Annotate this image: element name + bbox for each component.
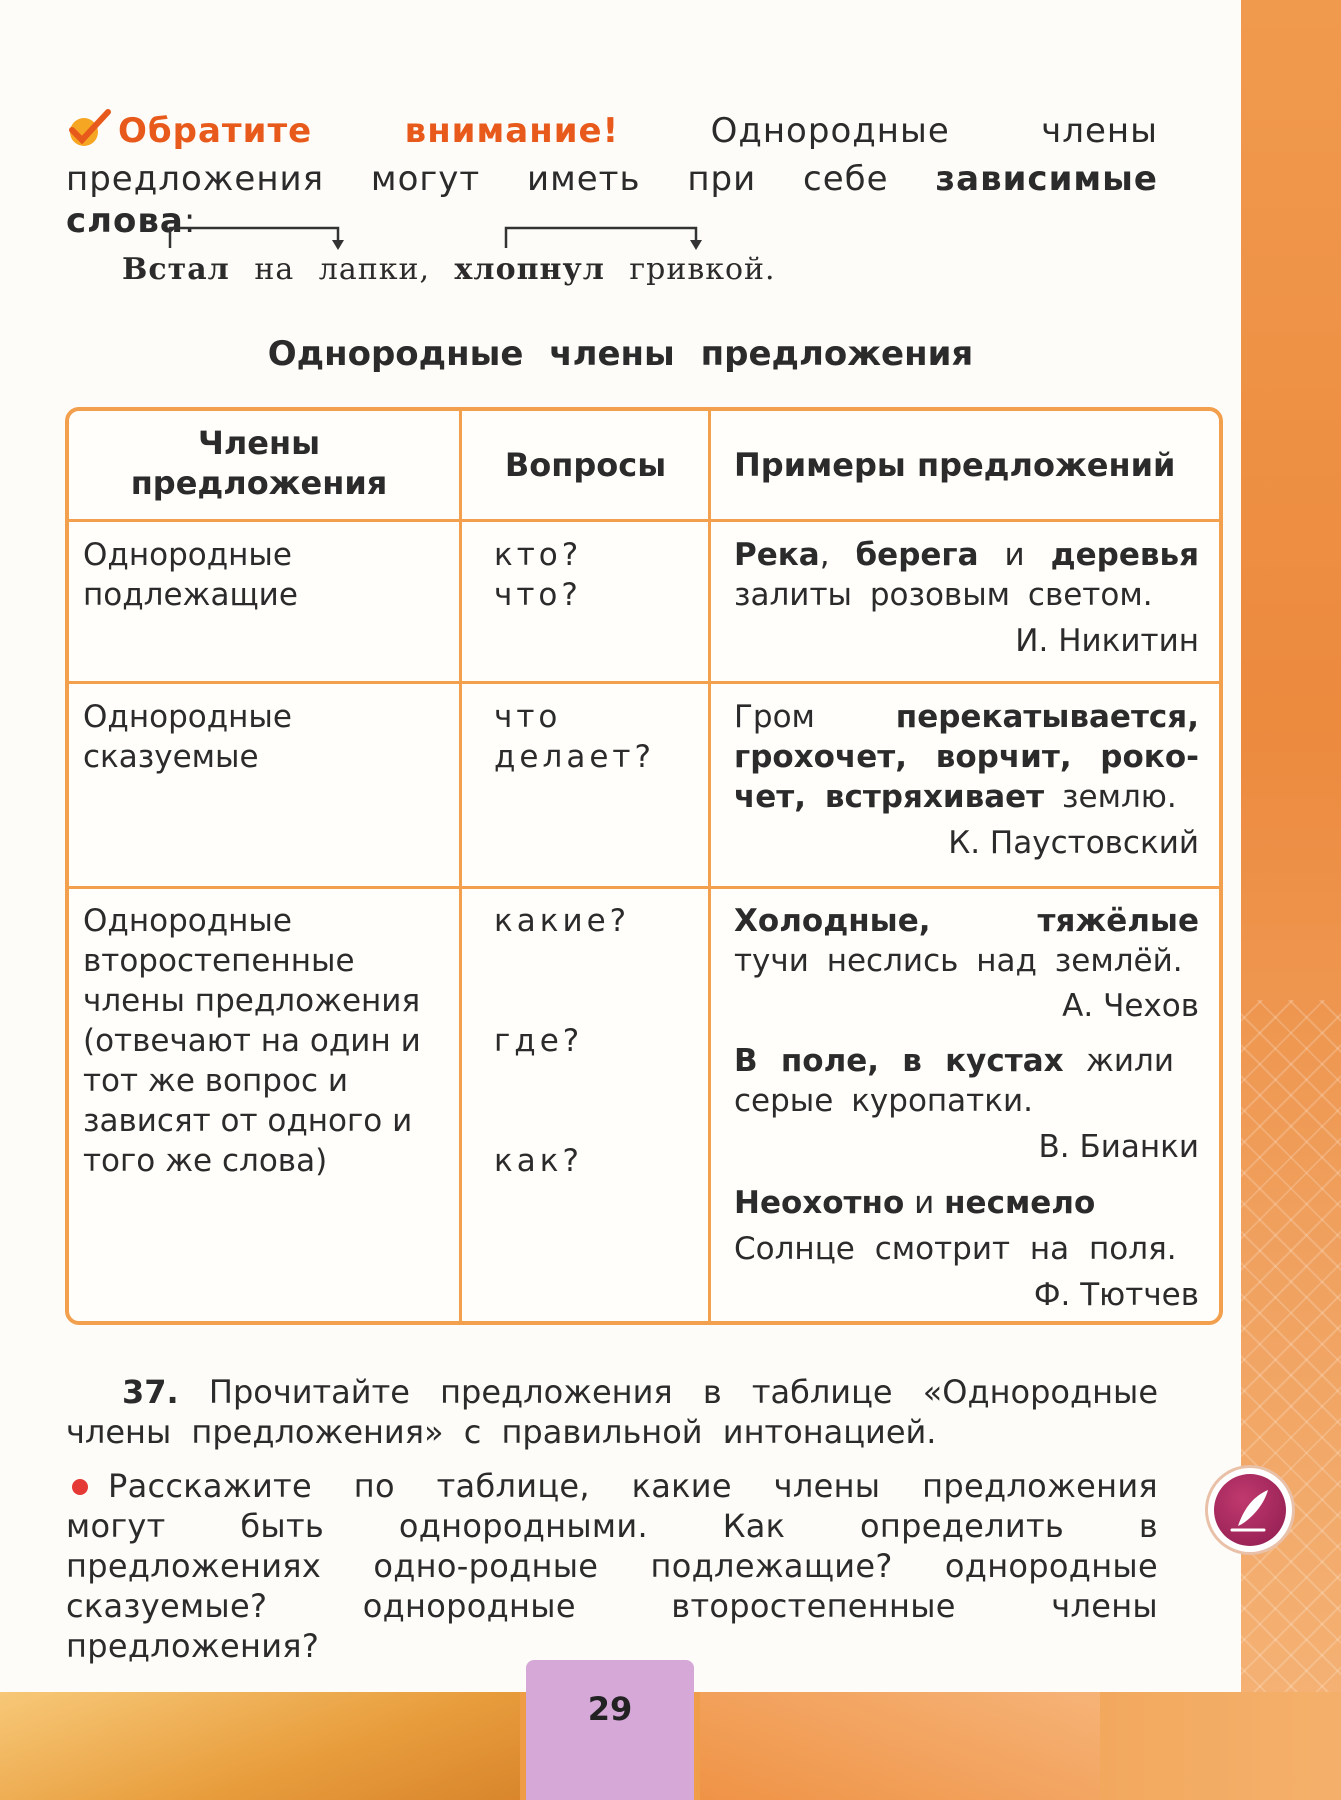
- row3-question-3: как?: [494, 1143, 583, 1179]
- row3-ex2-text: жили серые куропатки.: [734, 1043, 1174, 1119]
- row3-example-3: [734, 1183, 1199, 1223]
- check-icon: [66, 108, 112, 158]
- header-examples: Примеры предложений: [734, 446, 1176, 484]
- row3-question-2: где?: [494, 1023, 584, 1059]
- table-column-divider: [708, 411, 711, 1321]
- dependency-scheme: [122, 222, 842, 292]
- row3-ex1-author: А. Чехов: [1062, 988, 1199, 1024]
- scheme-word-3: хлопнул: [454, 252, 605, 287]
- exercise-37: [66, 1372, 1158, 1452]
- exercise-number: 37.: [122, 1373, 179, 1411]
- row2-author: К. Паустовский: [948, 825, 1199, 861]
- attention-bold-words: зависимые слова: [66, 159, 1158, 241]
- row3-ex3-text-2: Солнце смотрит на поля.: [734, 1231, 1177, 1267]
- row1-ex-bold-1: Река: [734, 537, 820, 573]
- row3-member: Однородные второстепенные члены предложения (отвечают на один и тот же вопрос и зависят от одного и того же слова): [83, 903, 421, 1179]
- scheme-word-4: гривкой.: [629, 252, 776, 287]
- row1-ex-bold-3: деревья: [1050, 537, 1200, 573]
- row2-question-1: что делает?: [494, 699, 655, 775]
- row3-ex2-bold: В поле, в кустах: [734, 1043, 1064, 1079]
- row3-example-1: [734, 901, 1199, 981]
- scheme-word-1: Встал: [122, 252, 230, 287]
- attention-colon: :: [183, 201, 197, 241]
- row3-ex3-bold-1: Неохотно: [734, 1185, 905, 1221]
- pen-icon: [1208, 1468, 1292, 1552]
- header-members: Члены предложения: [130, 424, 388, 502]
- row3-ex1-text: тучи неслись над землёй.: [734, 943, 1183, 979]
- task-text: Расскажите по таблице, какие члены предложения могут быть однородными. Как определить в предложениях одно-родные подлежащие? однородные сказуемые? однородные второстепенные члены предложения?: [66, 1467, 1158, 1665]
- row1-question-2: что?: [494, 577, 582, 613]
- page-number: 29: [587, 1690, 633, 1728]
- exercise-text: Прочитайте предложения в таблице «Однородные члены предложения» с правильной интонацией.: [66, 1373, 1159, 1451]
- row2-member: Однородные сказуемые: [83, 699, 292, 775]
- row1-ex-bold-2: берега: [855, 537, 979, 573]
- row2-ex-text-2: землю.: [1062, 779, 1177, 815]
- row2-ex-text-1: Гром: [734, 699, 815, 735]
- row3-question-1: какие?: [494, 903, 631, 939]
- exercise-task: [66, 1466, 1158, 1666]
- row1-question-1: кто?: [494, 537, 583, 573]
- row1-author: И. Никитин: [1015, 623, 1199, 659]
- row1-ex-text-3: залиты розовым светом.: [734, 577, 1153, 613]
- table-row-divider: [69, 886, 1219, 889]
- homogeneous-members-table: [65, 407, 1223, 1325]
- row1-ex-text-2: и: [1004, 537, 1025, 573]
- page-number-tab: [526, 1660, 694, 1800]
- row3-ex3-bold-2: несмело: [944, 1185, 1096, 1221]
- header-questions: Вопросы: [504, 446, 667, 484]
- attention-text: Однородные члены предложения могут иметь при себе: [66, 111, 1158, 199]
- scheme-word-2: на лапки,: [254, 252, 430, 287]
- table-column-divider: [459, 411, 462, 1321]
- row1-example: [734, 535, 1199, 615]
- row1-ex-text-1: ,: [819, 537, 830, 573]
- row3-example-2: [734, 1041, 1174, 1121]
- scheme-sentence: [122, 252, 776, 287]
- row2-ex-bold-1: перекатывается, грохочет, ворчит, роко-чет, встряхивает: [734, 699, 1199, 815]
- row3-ex2-author: В. Бианки: [1038, 1129, 1199, 1165]
- table-row-divider: [69, 681, 1219, 684]
- row3-ex1-bold: Холодные, тяжёлые: [734, 903, 1199, 939]
- bullet-icon: [72, 1479, 88, 1495]
- row1-member: Однородные подлежащие: [83, 537, 298, 613]
- row2-example: [734, 697, 1199, 817]
- attention-label: Обратите внимание!: [118, 111, 620, 151]
- row3-ex3-text-1: и: [914, 1185, 935, 1221]
- table-title: Однородные члены предложения: [267, 334, 974, 374]
- table-row-divider: [69, 519, 1219, 522]
- row3-ex3-author: Ф. Тютчев: [1033, 1277, 1199, 1313]
